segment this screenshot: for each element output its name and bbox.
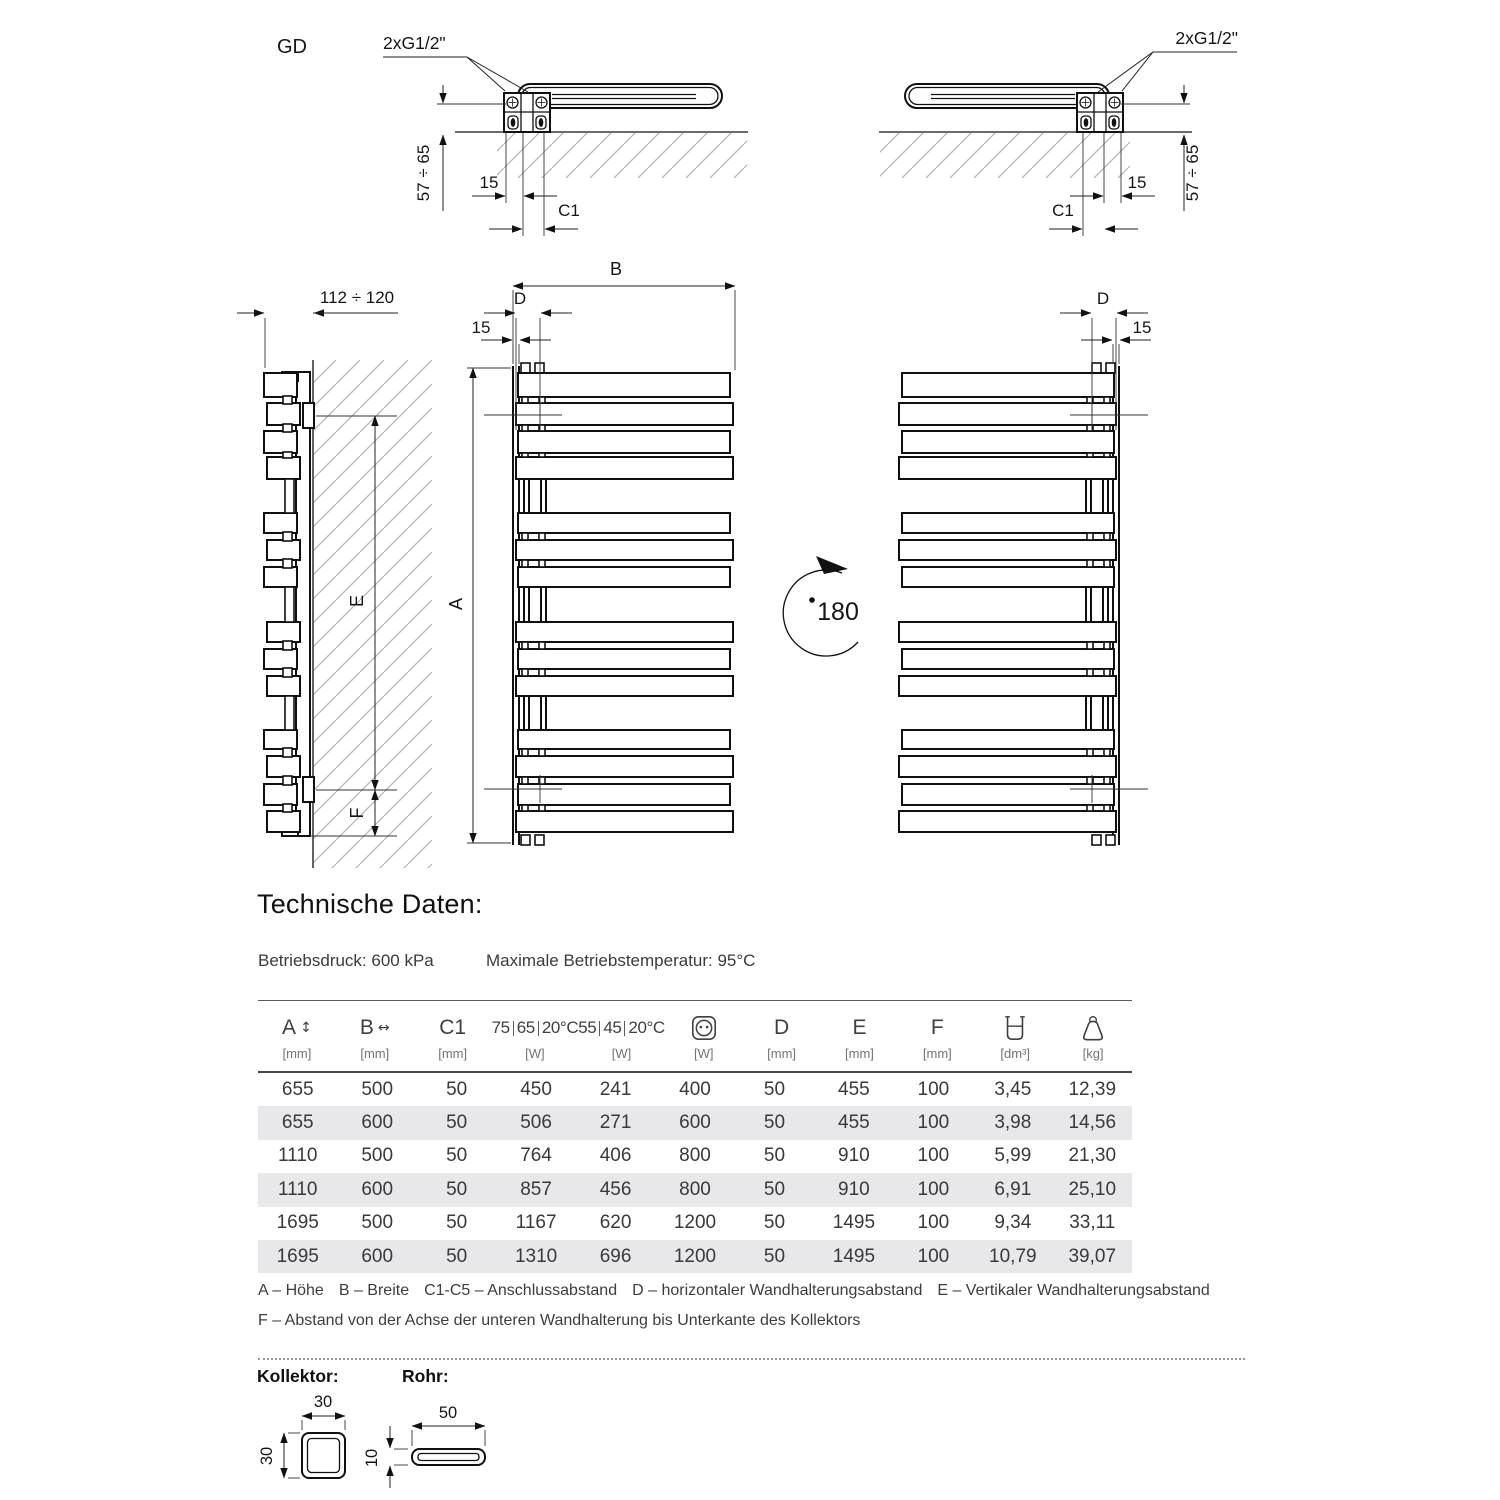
cell: 50 [763, 1145, 786, 1167]
cell: 1110 [278, 1178, 318, 1200]
col-p55-unit: [W] [611, 1046, 632, 1061]
p75-seg: 75 [491, 1018, 510, 1037]
legend-item-c: C1-C5 – Anschlussabstand [424, 1282, 618, 1299]
collector-profile [258, 1393, 345, 1478]
cell: 655 [281, 1078, 314, 1100]
cell: 600 [361, 1112, 394, 1134]
dim-f-label: F [347, 807, 367, 819]
table-row [258, 1240, 1132, 1273]
col-p75-unit: [W] [525, 1046, 545, 1061]
column-header-power-75 [492, 1014, 579, 1061]
cell: 1310 [514, 1245, 558, 1267]
cell: 1695 [276, 1245, 319, 1267]
vertical-arrow-icon: ↕ [300, 1020, 312, 1036]
section-divider [258, 1358, 1245, 1360]
column-header-c1 [414, 1014, 492, 1061]
cell: 500 [361, 1078, 394, 1100]
cell: 450 [520, 1078, 552, 1100]
cell: 764 [520, 1145, 552, 1167]
dim-15-top-left: 15 [479, 173, 499, 192]
cell: 39,07 [1068, 1245, 1117, 1267]
dim-15-top-right: 15 [1127, 173, 1147, 192]
tube-section-label: Rohr: [402, 1366, 449, 1386]
weight-icon [1079, 1014, 1107, 1042]
p55-seg: 55 [578, 1018, 597, 1037]
cell: 271 [599, 1112, 632, 1134]
cell: 100 [917, 1178, 950, 1200]
table-row [258, 1106, 1132, 1139]
p65-seg: 65 [516, 1018, 535, 1037]
cell: 1695 [276, 1212, 319, 1234]
p20-seg: 20°C [541, 1018, 579, 1037]
dim-collector-height: 30 [258, 1446, 276, 1466]
cell: 506 [520, 1112, 552, 1134]
legend-item-e: E – Vertikaler Wandhalterungsabstand [937, 1282, 1210, 1299]
col-b-label: B [359, 1016, 374, 1039]
dim-a-label: A [446, 597, 466, 611]
cell: 800 [679, 1178, 711, 1200]
legend-item-a: A – Höhe [258, 1282, 324, 1299]
cell: 655 [281, 1112, 314, 1134]
col-c1-unit: [mm] [438, 1046, 468, 1061]
rotation-arrowhead [816, 556, 848, 574]
cell: 620 [599, 1212, 632, 1234]
column-header-volume [976, 1014, 1054, 1061]
col-e-unit: [mm] [845, 1046, 874, 1061]
cell: 100 [917, 1145, 950, 1167]
wall-bracket [504, 93, 550, 132]
col-a-label: A [282, 1016, 297, 1039]
cell: 100 [917, 1212, 950, 1234]
p45-seg: 45 [603, 1018, 622, 1037]
cell: 50 [446, 1212, 468, 1234]
cell: 696 [599, 1245, 632, 1267]
legend-line-2: F – Abstand von der Achse der unteren Wandhalterung bis Unterkante des Kollektors [258, 1312, 861, 1329]
cell: 800 [679, 1145, 711, 1167]
col-el-unit: [W] [693, 1046, 714, 1061]
dimension-legend [258, 1282, 1258, 1330]
front-view-right [899, 289, 1151, 845]
table-header-row [258, 1000, 1132, 1073]
cell: 6,91 [994, 1178, 1032, 1200]
cell: 50 [763, 1112, 786, 1134]
p20b-seg: 20°C [628, 1018, 665, 1037]
cell: 600 [679, 1112, 711, 1134]
panel-stack-front [899, 373, 1116, 832]
col-c1-label: C1 [439, 1016, 467, 1039]
tube-profile [363, 1404, 485, 1488]
col-f-label: F [930, 1016, 944, 1039]
cell: 456 [599, 1178, 632, 1200]
cell: 857 [520, 1178, 552, 1200]
dim-b-label: B [609, 259, 623, 279]
cell: 600 [361, 1178, 394, 1200]
cell: 1495 [832, 1245, 876, 1267]
technical-data-table [258, 1000, 1132, 1273]
max-temperature: Maximale Betriebstemperatur: 95°C [486, 951, 756, 970]
dim-collector-width: 30 [313, 1393, 333, 1411]
dim-c1-left: C1 [558, 201, 580, 220]
cell: 50 [446, 1145, 468, 1167]
table-row [258, 1207, 1132, 1240]
cell: 10,79 [989, 1245, 1037, 1267]
dim-15-front-right: 15 [1132, 318, 1152, 337]
panel-connectors-side [283, 396, 294, 812]
wall-hatch [880, 133, 1130, 178]
column-header-d [743, 1014, 821, 1061]
dim-tube-height: 10 [363, 1448, 381, 1468]
dim-15-front-left: 15 [471, 318, 491, 337]
cell: 400 [679, 1078, 711, 1100]
legend-item-d: D – horizontaler Wandhalterungsabstand [632, 1282, 923, 1299]
connection-size-label: 2xG1/2" [383, 33, 446, 53]
cell: 50 [446, 1178, 468, 1200]
dim-c1-right: C1 [1052, 201, 1074, 220]
cell: 1200 [673, 1212, 717, 1234]
col-vol-unit: [dm³] [1000, 1046, 1030, 1061]
cell: 50 [763, 1178, 786, 1200]
top-view-left [383, 33, 748, 236]
cell: 100 [917, 1078, 950, 1100]
table-row [258, 1140, 1132, 1173]
column-header-e [821, 1014, 899, 1061]
horizontal-arrow-icon: ↔ [377, 1020, 390, 1036]
col-f-unit: [mm] [922, 1046, 952, 1061]
col-d-label: D [774, 1016, 790, 1039]
dim-mount-depth-left: 57 ÷ 65 [414, 144, 433, 202]
col-wt-unit: [kg] [1082, 1046, 1104, 1061]
col-d-unit: [mm] [767, 1046, 797, 1061]
model-code-label: GD [277, 36, 307, 58]
cell: 500 [361, 1212, 394, 1234]
panel-stack-front [516, 373, 733, 832]
col-a-unit: [mm] [282, 1046, 312, 1061]
cell: 100 [917, 1245, 950, 1267]
cell: 33,11 [1069, 1212, 1116, 1234]
wall-bracket [1077, 93, 1123, 132]
dim-e-label: E [347, 594, 367, 608]
rotation-angle-label: 180 [817, 598, 859, 626]
front-view-left [446, 259, 735, 845]
cell: 1495 [832, 1212, 876, 1234]
column-header-b [336, 1014, 414, 1061]
cell: 910 [838, 1178, 870, 1200]
cell: 3,45 [994, 1078, 1032, 1100]
cell: 455 [838, 1112, 870, 1134]
dim-d-label-right: D [1096, 289, 1110, 308]
legend-line-1 [258, 1282, 1258, 1300]
cell: 50 [763, 1245, 786, 1267]
column-header-electric [665, 1014, 743, 1061]
cell: 1110 [278, 1145, 318, 1167]
cell: 406 [599, 1145, 632, 1167]
connection-size-label: 2xG1/2" [1175, 28, 1238, 48]
cell: 25,10 [1068, 1178, 1117, 1200]
col-e-label: E [852, 1016, 867, 1039]
water-volume-icon [1001, 1014, 1029, 1042]
rotation-indicator [783, 556, 859, 656]
cell: 21,30 [1068, 1145, 1117, 1167]
top-view-right [879, 28, 1238, 236]
table-row [258, 1073, 1132, 1106]
cell: 50 [763, 1078, 786, 1100]
cell: 241 [599, 1078, 632, 1100]
dim-tube-width: 50 [438, 1404, 458, 1422]
table-row [258, 1173, 1132, 1206]
cell: 3,98 [994, 1112, 1032, 1134]
cell: 50 [446, 1078, 468, 1100]
cell: 600 [361, 1245, 394, 1267]
wall-hatch [497, 133, 747, 178]
section-title: Technische Daten: [257, 889, 483, 919]
side-view [237, 288, 432, 868]
col-b-unit: [mm] [360, 1046, 390, 1061]
column-header-weight [1054, 1014, 1132, 1061]
operating-pressure: Betriebsdruck: 600 kPa [258, 951, 434, 970]
power-socket-icon [690, 1014, 718, 1042]
cell: 9,34 [994, 1212, 1032, 1234]
cell: 12,39 [1068, 1078, 1117, 1100]
wall-hatch [314, 360, 432, 868]
column-header-f [898, 1014, 976, 1061]
cell: 1167 [515, 1212, 557, 1234]
collector-section-label: Kollektor: [257, 1366, 339, 1386]
column-header-power-55 [578, 1014, 665, 1061]
legend-item-b: B – Breite [338, 1282, 410, 1299]
cell: 5,99 [994, 1145, 1032, 1167]
column-header-a [258, 1014, 336, 1061]
cell: 14,56 [1068, 1112, 1117, 1134]
cell: 910 [838, 1145, 870, 1167]
cell: 50 [446, 1112, 468, 1134]
cell: 1200 [673, 1245, 717, 1267]
dim-mount-depth-right: 57 ÷ 65 [1183, 144, 1202, 202]
cell: 455 [838, 1078, 870, 1100]
cell: 50 [763, 1212, 786, 1234]
dim-d-label-left: D [513, 289, 527, 308]
cell: 50 [446, 1245, 468, 1267]
dim-depth-range: 112 ÷ 120 [319, 288, 395, 307]
cell: 100 [917, 1112, 950, 1134]
cell: 500 [361, 1145, 394, 1167]
